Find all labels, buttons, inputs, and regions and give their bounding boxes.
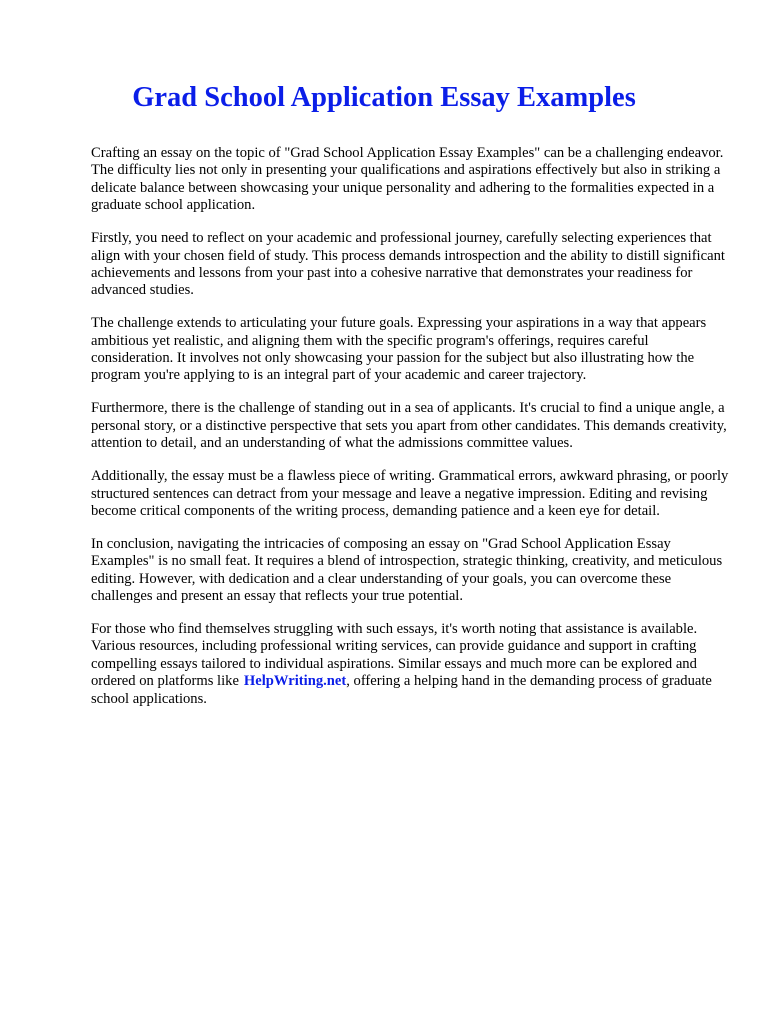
assistance-text-before-link: For those who find themselves struggling with such essays, it's worth noting that assistance is available. Various resources, including professional writing services, can provide guidance and support in crafting compelling essays tailored to individual aspirations. Similar essays and much more can be explored and ordered on platforms like — [91, 620, 698, 690]
paragraph-reflection: Firstly, you need to reflect on your academic and professional journey, carefully selecting experiences that align with your chosen field of study. This process demands introspection and the ability to distill significant achievements and lessons from your past into a cohesive narrative that demonstrates your readiness for advanced studies. — [91, 230, 725, 299]
paragraph-intro: Crafting an essay on the topic of "Grad School Application Essay Examples" can be a challenging endeavor. The difficulty lies not only in presenting your qualifications and aspirations effectively but also in striking a delicate balance between showcasing your unique personality and adhering to the formalities expected in a graduate school application. — [91, 145, 724, 214]
paragraph-standing-out: Furthermore, there is the challenge of standing out in a sea of applicants. It's crucial to find a unique angle, a personal story, or a distinctive perspective that sets you apart from other candidates. This demands creativity, attention to detail, and an understanding of what the admissions committee values. — [91, 400, 727, 452]
assistance-text-after-link: , offering a helping hand in the demanding process of graduate school applications. — [91, 673, 712, 707]
paragraph-assistance — [91, 621, 731, 708]
helpwriting-link[interactable]: HelpWriting.net — [243, 673, 347, 690]
document-body — [91, 145, 731, 723]
paragraph-writing-quality: Additionally, the essay must be a flawless piece of writing. Grammatical errors, awkward phrasing, or poorly structured sentences can detract from your message and leave a negative impression. Editing and revising become critical components of the writing process, demanding patience and a keen eye for detail. — [91, 468, 729, 519]
paragraph-conclusion: In conclusion, navigating the intricacies of composing an essay on "Grad School Application Essay Examples" is no small feat. It requires a blend of introspection, strategic thinking, creativity, and meticulous editing. However, with dedication and a clear understanding of your goals, you can overcome these challenges and present an essay that reflects your true potential. — [91, 535, 723, 605]
paragraph-future-goals: The challenge extends to articulating your future goals. Expressing your aspirations in a way that appears ambitious yet realistic, and aligning them with the specific program's offerings, requires careful consideration. It involves not only showcasing your passion for the subject but also illustrating how the program you're applying to is an integral part of your academic and career trajectory. — [91, 315, 707, 384]
document-title: Grad School Application Essay Examples — [132, 82, 636, 113]
